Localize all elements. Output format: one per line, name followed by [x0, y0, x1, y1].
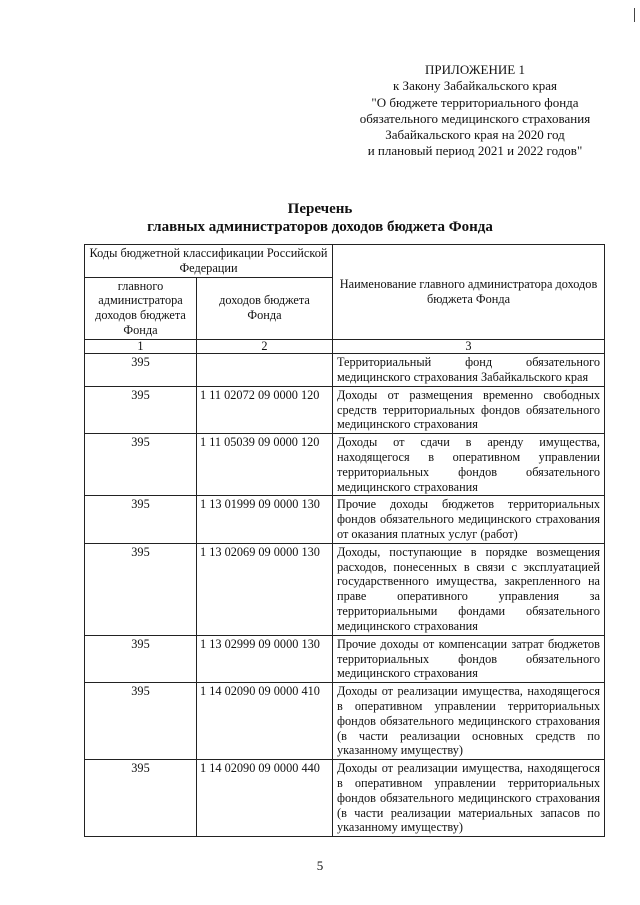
income-name-cell: Доходы, поступающие в порядке возмещения расходов, понесенных в связи с эксплуатацией государственного имущества, закрепленного на праве оперативного управления за территориальными фондами обязательного медицинского страхования	[333, 543, 605, 635]
appendix-line: обязательного медицинского страхования	[359, 110, 591, 126]
administrators-table	[84, 244, 605, 837]
admin-code-cell: 395	[85, 683, 197, 760]
income-code-cell: 1 14 02090 09 0000 410	[197, 683, 333, 760]
header-admin-code: главного администратора доходов бюджета Фонда	[85, 277, 197, 339]
income-name-cell: Доходы от реализации имущества, находящегося в оперативном управлении территориальных фондов обязательного медицинского страхования (в части реализации основных средств по указанному имуществу)	[333, 683, 605, 760]
column-number: 3	[333, 339, 605, 353]
header-name: Наименование главного администратора доходов бюджета Фонда	[333, 245, 605, 340]
income-name-cell: Прочие доходы от компенсации затрат бюджетов территориальных фондов обязательного медицинского страхования	[333, 635, 605, 682]
column-number-row	[85, 339, 605, 353]
admin-code-cell: 395	[85, 760, 197, 837]
admin-code-cell: 395	[85, 434, 197, 496]
admin-code-cell: 395	[85, 635, 197, 682]
admin-code-cell: 395	[85, 496, 197, 543]
income-code-cell: 1 14 02090 09 0000 440	[197, 760, 333, 837]
income-code-cell: 1 13 02069 09 0000 130	[197, 543, 333, 635]
table-row	[85, 386, 605, 433]
appendix-line: ПРИЛОЖЕНИЕ 1	[425, 62, 525, 77]
column-number: 1	[85, 339, 197, 353]
income-code-cell	[197, 353, 333, 386]
income-name-cell: Доходы от реализации имущества, находящегося в оперативном управлении территориальных фондов обязательного медицинского страхования (в части реализации материальных запасов по указанному имуществу)	[333, 760, 605, 837]
table-row	[85, 434, 605, 496]
table-row	[85, 760, 605, 837]
table-row	[85, 683, 605, 760]
table-row	[85, 353, 605, 386]
column-number: 2	[197, 339, 333, 353]
appendix-line: Забайкальского края на 2020 год	[385, 127, 565, 143]
appendix-line: "О бюджете территориального фонда	[371, 94, 579, 110]
admin-code-cell: 395	[85, 353, 197, 386]
appendix-line: и плановый период 2021 и 2022 годов"	[367, 143, 583, 159]
page-number: 5	[316, 858, 324, 873]
table-row	[85, 496, 605, 543]
title-line-2: главных администраторов доходов бюджета Фонда	[147, 219, 493, 235]
income-name-cell: Прочие доходы бюджетов территориальных фондов обязательного медицинского страхования от оказания платных услуг (работ)	[333, 496, 605, 543]
scan-edge-mark	[634, 8, 635, 22]
header-income-code: доходов бюджета Фонда	[197, 277, 333, 339]
admin-code-cell: 395	[85, 386, 197, 433]
title-line-1: Перечень	[287, 201, 353, 217]
table-header-row	[85, 245, 605, 278]
appendix-line: к Закону Забайкальского края	[392, 78, 557, 94]
income-name-cell: Доходы от размещения временно свободных средств территориальных фондов обязательного медицинского страхования	[333, 386, 605, 433]
income-code-cell: 1 13 01999 09 0000 130	[197, 496, 333, 543]
document-title	[0, 200, 640, 236]
admin-code-cell: 395	[85, 543, 197, 635]
income-name-cell: Доходы от сдачи в аренду имущества, находящегося в оперативном управлении территориальных фондов обязательного медицинского страхования	[333, 434, 605, 496]
income-name-cell: Территориальный фонд обязательного медицинского страхования Забайкальского края	[333, 353, 605, 386]
table-row	[85, 635, 605, 682]
income-code-cell: 1 11 05039 09 0000 120	[197, 434, 333, 496]
income-code-cell: 1 13 02999 09 0000 130	[197, 635, 333, 682]
header-codes-group: Коды бюджетной классификации Российской Федерации	[85, 245, 333, 278]
appendix-header	[330, 62, 620, 160]
table-row	[85, 543, 605, 635]
income-code-cell: 1 11 02072 09 0000 120	[197, 386, 333, 433]
